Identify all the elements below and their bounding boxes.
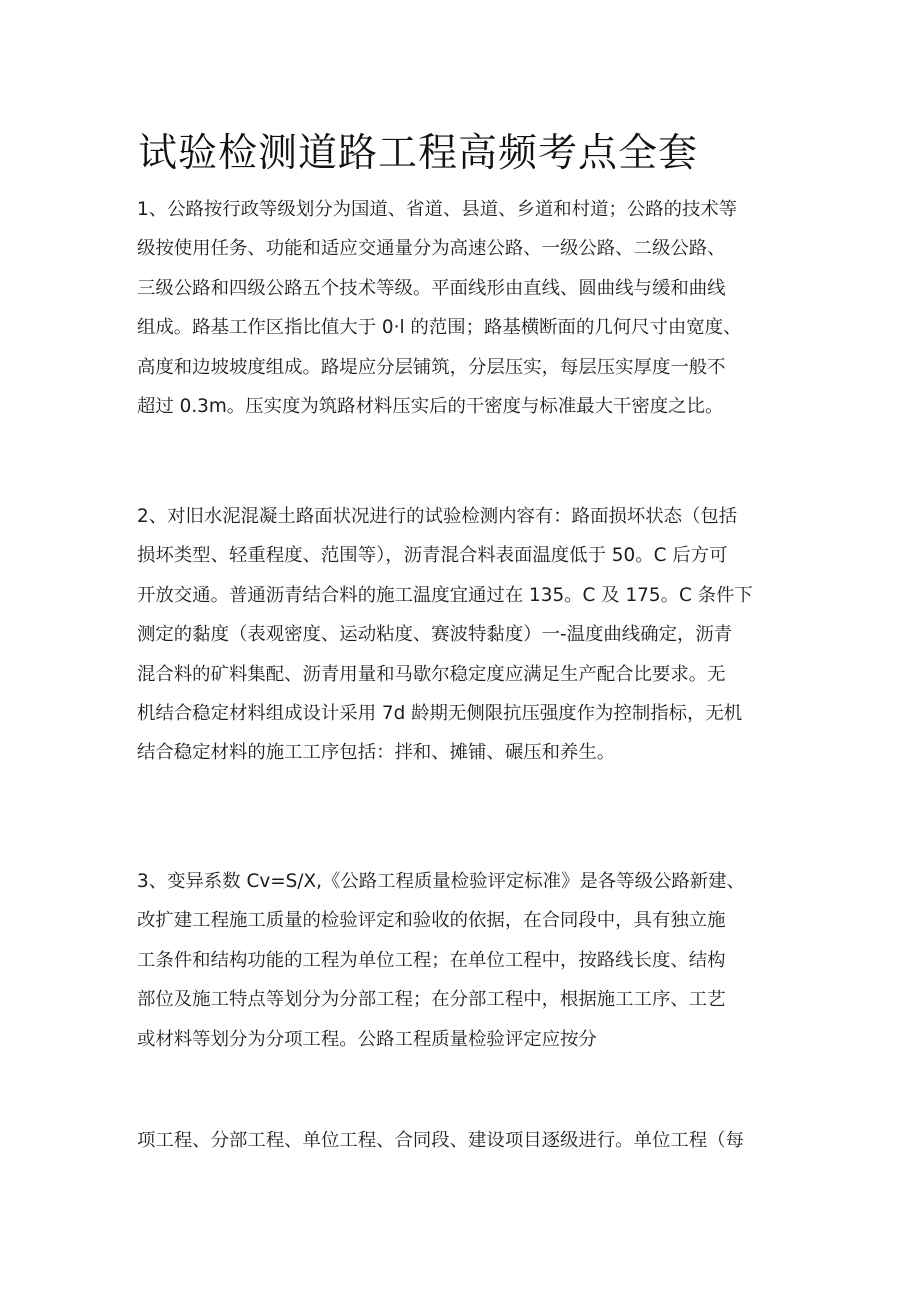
paragraph-3: 3、变异系数 Cv=S/X,《公路工程质量检验评定标准》是各等级公路新建、 改扩建工程施工质量的检验评定和验收的依据，在合同段中，具有独立施 工条件和结构功能的工程为单位工程；在单位工程中，按路线长度、结构 部位及施工特点等划分为分部工程；在分部工程中，根据施工工序、工艺 或材料等划分为分项工程。公路工程质量检验评定应按分 (137, 871, 745, 1050)
paragraph-4: 项工程、分部工程、单位工程、合同段、建设项目逐级进行。单位工程（每 (137, 1130, 744, 1151)
page-title: 试验检测道路工程高频考点全套 (138, 131, 699, 176)
paragraph-2: 2、对旧水泥混凝土路面状况进行的试验检测内容有：路面损坏状态（包括 损坏类型、轻重程度、范围等），沥青混合料表面温度低于 50。C 后方可 开放交通。普通沥青结合料的施工温度宜通过在 135。C 及 175。C 条件下 测定的黏度（表观密度、运动粘度、赛波特黏度）一-温度曲线确定，沥青 混合料的矿料集配、沥青用量和马歇尔稳定度应满足生产配合比要求。无 机结合稳定材料组成设计采用 7d 龄期无侧限抗压强度作为控制指标，无机 结合稳定材料的施工工序包括：拌和、摊铺、碾压和养生。 (137, 506, 753, 764)
paragraph-1: 1、公路按行政等级划分为国道、省道、县道、乡道和村道；公路的技术等 级按使用任务、功能和适应交通量分为高速公路、一级公路、二级公路、 三级公路和四级公路五个技术等级。平面线形由直线、圆曲线与缓和曲线 组成。路基工作区指比值大于 0·l 的范围；路基横断面的几何尺寸由宽度、 高度和边坡坡度组成。路堤应分层铺筑，分层压实，每层压实厚度一般不 超过 0.3m。压实度为筑路材料压实后的干密度与标准最大干密度之比。 (137, 199, 742, 418)
